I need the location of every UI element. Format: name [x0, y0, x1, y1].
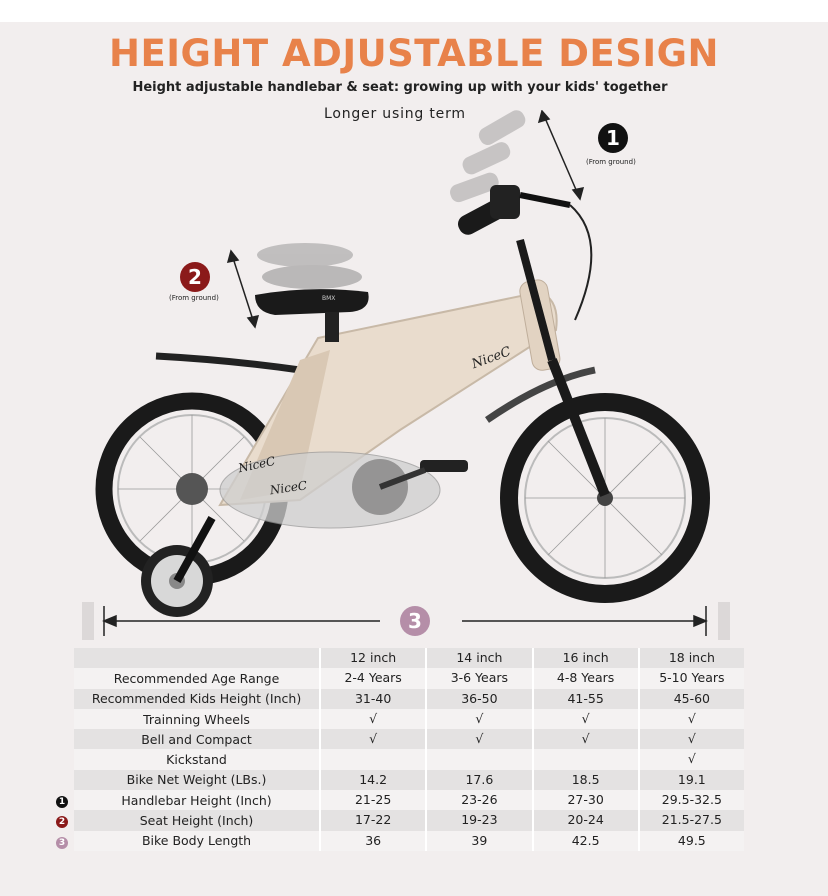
- table-cell: 21-25: [319, 790, 425, 810]
- table-header-row: [74, 648, 744, 668]
- table-cell: √: [638, 709, 744, 729]
- table-cell: [425, 749, 531, 769]
- table-cell: 18.5: [532, 770, 638, 790]
- table-row: [74, 831, 744, 851]
- row-label: Seat Height (Inch): [139, 813, 254, 829]
- row-label: Recommended Age Range: [113, 670, 280, 686]
- row-label: Bike Net Weight (LBs.): [126, 772, 267, 788]
- table-cell: 27-30: [532, 790, 638, 810]
- table-cell: 49.5: [638, 831, 744, 851]
- table-cell: 14.2: [319, 770, 425, 790]
- row-label: Handlebar Height (Inch): [121, 792, 272, 808]
- table-cell: √: [319, 729, 425, 749]
- table-cell: 29.5-32.5: [638, 790, 744, 810]
- table-cell: √: [532, 729, 638, 749]
- table-cell: √: [425, 709, 531, 729]
- page-subtitle: Height adjustable handlebar & seat: growing up with your kids' together: [132, 80, 668, 95]
- table-cell: [532, 749, 638, 769]
- row-label: Trainning Wheels: [143, 711, 250, 727]
- table-header-cell: 12 inch: [319, 648, 425, 668]
- spec-table: [74, 648, 744, 851]
- callout-2-note: (From ground): [169, 294, 219, 302]
- table-cell: 3-6 Years: [425, 668, 531, 688]
- table-cell: 17.6: [425, 770, 531, 790]
- table-row: [74, 668, 744, 688]
- seat-row-marker: 2: [56, 816, 68, 828]
- table-cell: [319, 749, 425, 769]
- table-cell: √: [638, 729, 744, 749]
- table-cell: 5-10 Years: [638, 668, 744, 688]
- bike-illustration: [0, 110, 828, 650]
- row-label: Bell and Compact: [141, 731, 252, 747]
- table-cell: 19-23: [425, 810, 531, 830]
- table-cell: 36-50: [425, 689, 531, 709]
- table-cell: √: [532, 709, 638, 729]
- top-band: [0, 0, 828, 22]
- seat-brand: BMX: [322, 295, 336, 302]
- callout-2-badge: 2: [180, 262, 210, 292]
- seat-height-arrow: [228, 251, 258, 327]
- callout-3-badge: 3: [400, 606, 430, 636]
- table-row: [74, 810, 744, 830]
- table-row: [74, 790, 744, 810]
- table-row: [74, 770, 744, 790]
- table-cell: 21.5-27.5: [638, 810, 744, 830]
- training-wheel: [141, 518, 213, 617]
- frame-brand-top: NiceC: [469, 344, 513, 373]
- table-row: [74, 729, 744, 749]
- page-title: HEIGHT ADJUSTABLE DESIGN: [109, 32, 719, 75]
- handlebar-row-marker: 1: [56, 796, 68, 808]
- row-label: Kickstand: [166, 752, 227, 768]
- table-cell: 42.5: [532, 831, 638, 851]
- length-row-marker: 3: [56, 837, 68, 849]
- ghost-seats: [257, 243, 362, 289]
- table-cell: 20-24: [532, 810, 638, 830]
- table-cell: 4-8 Years: [532, 668, 638, 688]
- table-cell: 23-26: [425, 790, 531, 810]
- table-cell: √: [319, 709, 425, 729]
- table-cell: 31-40: [319, 689, 425, 709]
- table-cell: √: [638, 749, 744, 769]
- front-wheel: [509, 402, 701, 594]
- table-header-cell: 16 inch: [532, 648, 638, 668]
- table-cell: 19.1: [638, 770, 744, 790]
- row-label: Recommended Kids Height (Inch): [91, 691, 302, 707]
- handlebar-height-arrow: [539, 111, 583, 199]
- table-row: [74, 709, 744, 729]
- chain-guard-brand: NiceC: [268, 478, 308, 498]
- table-cell: 36: [319, 831, 425, 851]
- table-cell: 45-60: [638, 689, 744, 709]
- table-row: [74, 689, 744, 709]
- callout-1-badge: 1: [598, 123, 628, 153]
- frame-brand-chainstay: NiceC: [237, 453, 277, 476]
- row-label: Bike Body Length: [141, 833, 252, 849]
- table-header-cell: 18 inch: [638, 648, 744, 668]
- table-cell: 17-22: [319, 810, 425, 830]
- table-row: [74, 749, 744, 769]
- tagline: Longer using term: [324, 106, 466, 122]
- callout-1-note: (From ground): [586, 158, 636, 166]
- table-cell: 2-4 Years: [319, 668, 425, 688]
- table-cell: 41-55: [532, 689, 638, 709]
- table-cell: 39: [425, 831, 531, 851]
- table-header-cell: 14 inch: [425, 648, 531, 668]
- table-cell: √: [425, 729, 531, 749]
